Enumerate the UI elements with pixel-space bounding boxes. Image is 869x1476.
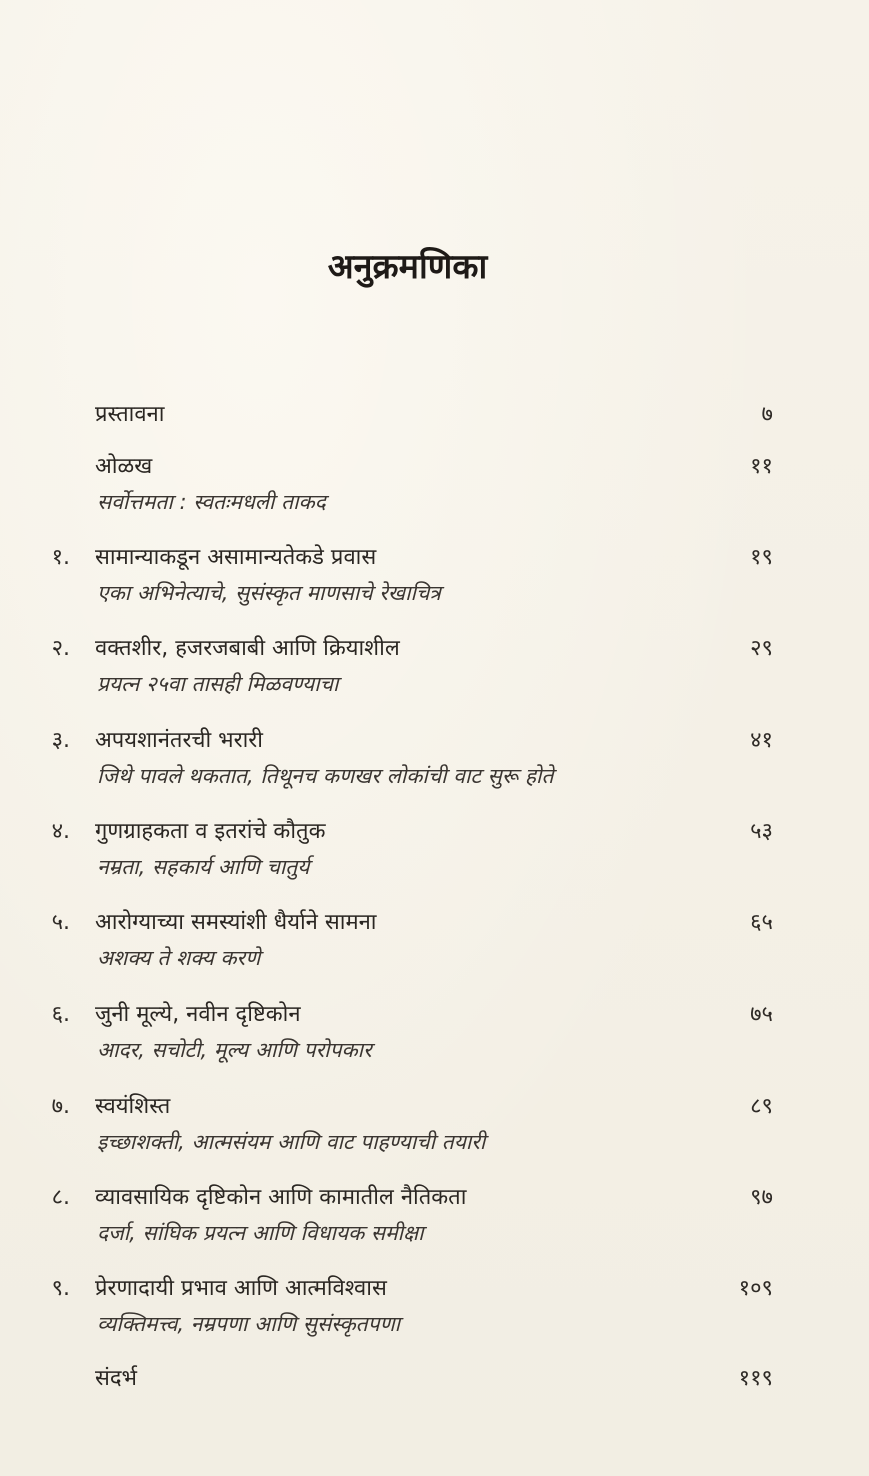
chapter-number: ६.	[51, 1002, 70, 1027]
page-number: १०९	[738, 1276, 773, 1301]
page-number: ७	[761, 402, 773, 427]
chapter-title: वक्तशीर, हजरजबाबी आणि क्रियाशील	[95, 636, 400, 661]
page-number: ४१	[750, 728, 773, 753]
chapter-number: ९.	[51, 1276, 70, 1301]
chapter-title: स्वयंशिस्त	[95, 1094, 171, 1119]
chapter-title: व्यावसायिक दृष्टिकोन आणि कामातील नैतिकता	[95, 1185, 467, 1210]
chapter-title: ओळख	[95, 454, 153, 479]
chapter-title: अपयशानंतरची भरारी	[95, 728, 263, 753]
chapter-subtitle: प्रयत्न २५वा तासही मिळवण्याचा	[97, 672, 339, 696]
page-number: ५३	[750, 819, 773, 844]
page-title: अनुक्रमणिका	[327, 247, 488, 287]
chapter-title: जुनी मूल्ये, नवीन दृष्टिकोन	[95, 1002, 301, 1027]
chapter-subtitle: अशक्य ते शक्य करणे	[97, 946, 261, 970]
chapter-subtitle: व्यक्तिमत्त्व, नम्रपणा आणि सुसंस्कृतपणा	[97, 1312, 401, 1336]
page-number: ६५	[750, 910, 773, 935]
chapter-subtitle: एका अभिनेत्याचे, सुसंस्कृत माणसाचे रेखाचित्र	[97, 581, 441, 605]
chapter-title: आरोग्याच्या समस्यांशी धैर्याने सामना	[95, 910, 377, 935]
chapter-number: ३.	[51, 728, 70, 753]
chapter-number: २.	[51, 636, 70, 661]
chapter-subtitle: नम्रता, सहकार्य आणि चातुर्य	[97, 855, 310, 879]
chapter-subtitle: जिथे पावले थकतात, तिथूनच कणखर लोकांची वाट सुरू होते	[97, 764, 554, 788]
chapter-subtitle: इच्छाशक्ती, आत्मसंयम आणि वाट पाहण्याची तयारी	[97, 1130, 486, 1154]
page-number: ८९	[750, 1094, 773, 1119]
chapter-number: १.	[51, 545, 70, 570]
chapter-title: गुणग्राहकता व इतरांचे कौतुक	[95, 819, 326, 844]
page-number: ७५	[750, 1002, 773, 1027]
page-number: ९७	[750, 1185, 773, 1210]
chapter-number: ७.	[51, 1094, 70, 1119]
chapter-title: प्रस्तावना	[95, 402, 165, 427]
chapter-title: संदर्भ	[95, 1366, 138, 1391]
page-number: १९	[750, 545, 773, 570]
page-number: २९	[750, 636, 773, 661]
page-number: ११९	[738, 1366, 773, 1391]
chapter-title: सामान्याकडून असामान्यतेकडे प्रवास	[95, 545, 377, 570]
chapter-subtitle: सर्वोत्तमता : स्वतःमधली ताकद	[97, 490, 326, 514]
chapter-subtitle: आदर, सचोटी, मूल्य आणि परोपकार	[97, 1038, 372, 1062]
page-number: ११	[750, 454, 773, 479]
chapter-number: ५.	[51, 910, 70, 935]
chapter-subtitle: दर्जा, सांघिक प्रयत्न आणि विधायक समीक्षा	[97, 1221, 424, 1245]
chapter-title: प्रेरणादायी प्रभाव आणि आत्मविश्वास	[95, 1276, 387, 1301]
chapter-number: ८.	[51, 1185, 70, 1210]
chapter-number: ४.	[51, 819, 70, 844]
